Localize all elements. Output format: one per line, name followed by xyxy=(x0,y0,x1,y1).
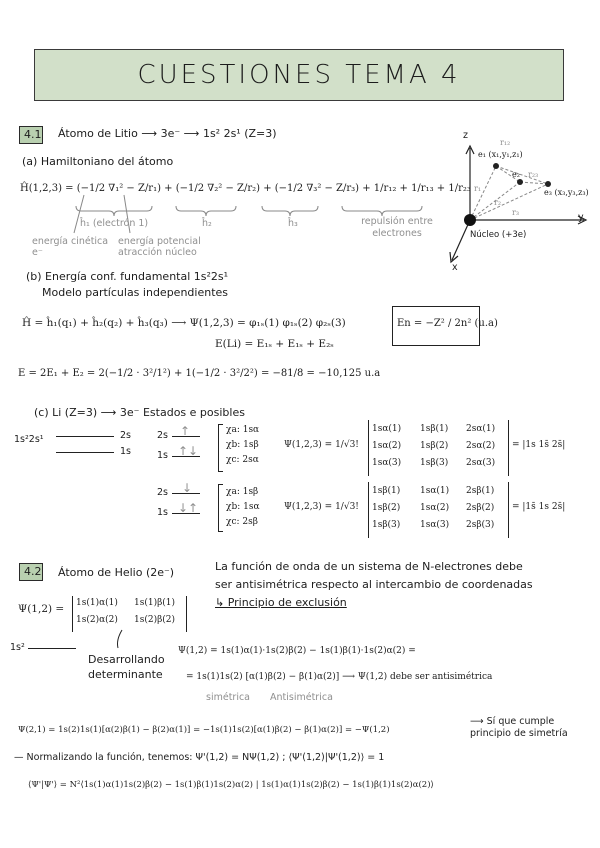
nucleus-label: Núcleo (+3e) xyxy=(470,230,527,240)
state1-short: = |1s 1s̄ 2s̄| xyxy=(512,440,566,450)
electron-1-label: e₁ (x₁,y₁,z₁) xyxy=(478,150,523,159)
dev-equation-2: = 1s(1)1s(2) [α(1)β(2) − β(1)α(2)] ⟶ Ψ(1,2) debe ser antisimétrica xyxy=(186,672,493,682)
hamiltonian-equation: Ĥ(1,2,3) = (−1/2 ∇₁² − Z/r₁) + (−1/2 ∇₂² − Z/r₂) + (−1/2 ∇₃² − Z/r₃) + 1/r₁₂ + 1/r₁₃ + 1/r₂₃ xyxy=(20,183,471,194)
s42-statement-3: ↳ Principio de exclusión xyxy=(215,596,347,609)
state1-spinorbital-c: χc: 2sα xyxy=(226,455,259,465)
state1-1s-label: 1s xyxy=(157,450,168,461)
he-configuration: 1s² xyxy=(10,642,25,653)
c-configuration: 1s²2s¹ xyxy=(14,434,44,445)
s41-a-heading: (a) Hamiltoniano del átomo xyxy=(22,155,174,168)
state1-arrow-up-icon: ↑ xyxy=(180,424,191,438)
state2-1s-label: 1s xyxy=(157,507,168,518)
axis-z-label: z xyxy=(463,130,468,141)
b-equation-3: E = 2E₁ + E₂ = 2(−1/2 · 3²/1²) + 1(−1/2 · 3²/2²) = −81/8 = −10,125 u.a xyxy=(18,368,381,379)
det1-cell: 1sβ(3) xyxy=(420,458,449,468)
section-tag-4-1: 4.1 xyxy=(19,126,43,144)
kinetic-energy-label: energía cinética e⁻ xyxy=(32,236,109,258)
det2-cell: 2sβ(1) xyxy=(466,486,495,496)
state2-arrow-downup-icon: ↓↑ xyxy=(178,501,199,515)
he-det-cell: 1s(1)α(1) xyxy=(76,598,118,608)
s41-b-subheading: Modelo partículas independientes xyxy=(42,286,229,299)
det1-cell: 1sβ(1) xyxy=(420,424,449,434)
det2-cell: 2sβ(3) xyxy=(466,520,495,530)
developing-determinant-label: Desarrollando determinante xyxy=(88,653,165,681)
electron-2-label: e₂ xyxy=(512,170,520,179)
energy-formula: En = −Z² / 2n² (u.a) xyxy=(397,318,498,329)
swap-equation: Ψ(2,1) = 1s(2)1s(1)[α(2)β(1) − β(2)α(1)] = −1s(1)1s(2)[α(1)β(2) − β(1)α(2)] = −Ψ(1,2) xyxy=(18,725,390,735)
det1-cell: 2sα(3) xyxy=(466,458,496,468)
b-equation-1: Ĥ = ĥ₁(q₁) + ĥ₂(q₂) + ĥ₃(q₃) ⟶ Ψ(1,2,3) = φ₁ₛ(1) φ₁ₛ(2) φ₂ₛ(3) xyxy=(22,317,346,329)
state1-psi: Ψ(1,2,3) = 1/√3! xyxy=(284,440,359,450)
state1-2s-label: 2s xyxy=(157,430,168,441)
r1-label: r₁ xyxy=(474,184,482,193)
r2-label: r₂ xyxy=(494,198,502,207)
r3-label: r₃ xyxy=(512,208,520,217)
s42-statement-1: La función de onda de un sistema de N-electrones debe xyxy=(215,560,523,573)
s41-b-heading: (b) Energía conf. fundamental 1s²2s¹ xyxy=(26,270,229,283)
normalization-text: — Normalizando la función, tenemos: Ψ'(1,2) = NΨ(1,2) ; ⟨Ψ'(1,2)|Ψ'(1,2)⟩ = 1 xyxy=(14,752,385,763)
r23-label: r₂₃ xyxy=(528,170,539,179)
s41-heading: Átomo de Litio ⟶ 3e⁻ ⟶ 1s² 2s¹ (Z=3) xyxy=(58,127,277,140)
state1-arrow-updown-icon: ↑↓ xyxy=(178,444,199,458)
antisymmetric-label: Antisimétrica xyxy=(270,692,333,703)
det2-cell: 1sβ(1) xyxy=(372,486,401,496)
under-h1-label: ĥ₁ (electrón 1) xyxy=(80,218,149,229)
page-title: CUESTIONES TEMA 4 xyxy=(137,60,461,90)
b-equation-2: E(Li) = E₁ₛ + E₁ₛ + E₂ₛ xyxy=(215,338,334,350)
swap-note: ⟶ Sí que cumple principio de simetría xyxy=(470,716,568,739)
s42-heading: Átomo de Helio (2e⁻) xyxy=(58,566,175,579)
det2-cell: 1sα(2) xyxy=(420,503,450,513)
r12-label: r₁₂ xyxy=(500,138,511,147)
det1-cell: 1sα(3) xyxy=(372,458,402,468)
det2-cell: 1sβ(2) xyxy=(372,503,401,513)
s42-psi: Ψ(1,2) = xyxy=(18,603,65,615)
state2-spinorbital-c: χc: 2sβ xyxy=(226,517,258,527)
state2-2s-label: 2s xyxy=(157,487,168,498)
he-det-cell: 1s(2)α(2) xyxy=(76,615,118,625)
s42-statement-2: ser antisimétrica respecto al intercambio de coordenadas xyxy=(215,578,533,591)
det1-cell: 2sα(2) xyxy=(466,441,496,451)
s41-c-heading: (c) Li (Z=3) ⟶ 3e⁻ Estados e posibles xyxy=(34,406,245,419)
det1-cell: 1sβ(2) xyxy=(420,441,449,451)
electron-3-label: e₃ (x₃,y₃,z₃) xyxy=(544,188,589,197)
he-det-cell: 1s(1)β(1) xyxy=(134,598,176,608)
state1-spinorbital-a: χa: 1sα xyxy=(226,425,260,435)
under-h2-label: ĥ₂ xyxy=(202,218,212,229)
potential-energy-label: energía potencial atracción núcleo xyxy=(118,236,201,258)
det2-cell: 1sβ(3) xyxy=(372,520,401,530)
axis-x-label: x xyxy=(452,262,458,273)
under-repulsion-label: repulsión entre electrones xyxy=(361,216,433,239)
level-2s-label: 2s xyxy=(120,430,131,441)
state1-spinorbital-b: χb: 1sβ xyxy=(226,440,259,450)
state2-psi: Ψ(1,2,3) = 1/√3! xyxy=(284,502,359,512)
section-tag-4-2: 4.2 xyxy=(19,563,43,581)
normalization-equation: ⟨Ψ'|Ψ'⟩ = N²⟨1s(1)α(1)1s(2)β(2) − 1s(1)β(1)1s(2)α(2) | 1s(1)α(1)1s(2)β(2) − 1s(1)β(1)1s(2)α(2)⟩ xyxy=(28,780,434,790)
det1-cell: 1sα(2) xyxy=(372,441,402,451)
state2-arrow-down-icon: ↓ xyxy=(182,481,193,495)
state2-spinorbital-a: χa: 1sβ xyxy=(226,487,259,497)
det2-cell: 1sα(3) xyxy=(420,520,450,530)
det1-cell: 1sα(1) xyxy=(372,424,402,434)
state2-spinorbital-b: χb: 1sα xyxy=(226,502,260,512)
symmetric-label: simétrica xyxy=(206,692,251,703)
det1-cell: 2sα(1) xyxy=(466,424,496,434)
level-1s-label: 1s xyxy=(120,446,131,457)
det2-cell: 2sβ(2) xyxy=(466,503,495,513)
det2-cell: 1sα(1) xyxy=(420,486,450,496)
state2-short: = |1s̄ 1s 2s̄| xyxy=(512,502,566,512)
under-h3-label: ĥ₃ xyxy=(288,218,298,229)
dev-equation: Ψ(1,2) = 1s(1)α(1)·1s(2)β(2) − 1s(1)β(1)·1s(2)α(2) = xyxy=(178,646,416,656)
he-det-cell: 1s(2)β(2) xyxy=(134,615,176,625)
axis-y-label: y xyxy=(578,212,584,223)
